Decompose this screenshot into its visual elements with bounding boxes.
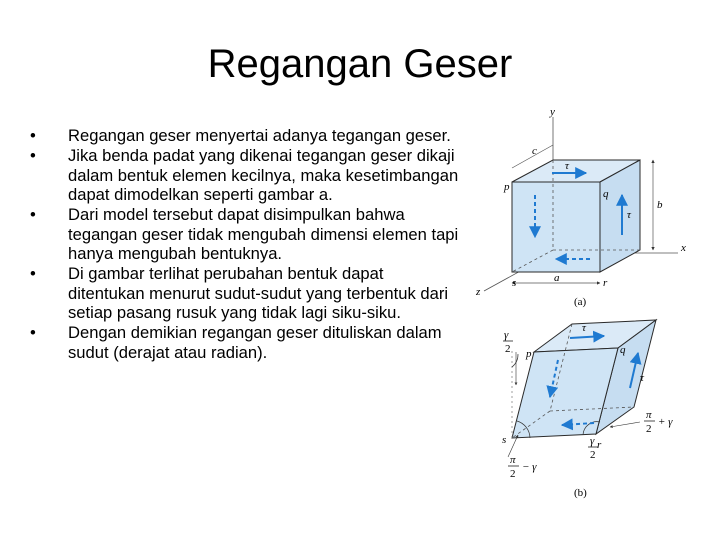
label-two-bottom: 2 — [590, 449, 596, 461]
bullet-text: Di gambar terlihat perubahan bentuk dapat ditentukan menurut sudut-sudut yang terbentuk dari setiap pasang rusuk yang tidak lagi siku-siku. — [68, 264, 449, 322]
shear-strain-diagram — [470, 105, 710, 505]
label-gamma-top: γ — [504, 329, 509, 341]
label-tau-right: τ — [627, 209, 631, 221]
label-a: a — [554, 272, 560, 284]
label-p-b: p — [526, 348, 532, 360]
label-c: c — [532, 145, 537, 157]
bullet-dot: • — [30, 205, 36, 224]
figure-a-caption: (a) — [574, 296, 587, 308]
bullet-text: Dari model tersebut dapat disimpulkan bahwa tegangan geser tidak mengubah dimensi elemen tapi hanya mengubah bentuknya. — [68, 205, 459, 263]
label-r-b: r — [597, 439, 602, 451]
pointer-line — [610, 422, 640, 427]
bullet-dot: • — [30, 126, 36, 145]
bullet-list — [30, 126, 460, 363]
label-tau-top-b: τ — [582, 322, 586, 334]
label-tau-top: τ — [565, 160, 569, 172]
bullet-item — [30, 323, 460, 362]
label-pi-bottom: π — [510, 454, 516, 466]
figure-b-deformed — [502, 320, 673, 499]
label-pi-right: π — [646, 409, 652, 421]
label-gamma-bottom: γ — [590, 435, 595, 447]
figure-a-cube — [475, 106, 686, 308]
bullet-text: Jika benda padat yang dikenai tegangan geser dikaji dalam bentuk elemen kecilnya, maka kesetimbangan dapat dimodelkan seperti gambar a. — [68, 146, 459, 204]
shear-strain-figure — [470, 105, 710, 505]
bullet-dot: • — [30, 323, 36, 342]
label-p: p — [504, 181, 510, 193]
label-q-b: q — [620, 344, 626, 356]
label-b: b — [657, 199, 663, 211]
label-r: r — [603, 277, 608, 289]
label-plus-gamma: + γ — [658, 416, 673, 428]
label-q: q — [603, 188, 609, 200]
bullet-item — [30, 126, 460, 146]
label-s-b: s — [502, 434, 507, 446]
figure-b-caption: (b) — [574, 487, 587, 499]
bullet-item — [30, 146, 460, 205]
angle-arc-top — [512, 354, 518, 367]
label-two-pi-bottom: 2 — [510, 468, 516, 480]
bullet-text: Regangan geser menyertai adanya tegangan geser. — [68, 126, 451, 145]
label-x: x — [681, 242, 686, 254]
bullet-item — [30, 205, 460, 264]
label-two-top: 2 — [505, 343, 511, 355]
bullet-item — [30, 264, 460, 323]
bullet-text: Dengan demikian regangan geser dituliskan dalam sudut (derajat atau radian). — [68, 323, 442, 362]
bullet-dot: • — [30, 146, 36, 165]
label-two-right: 2 — [646, 423, 652, 435]
label-minus-gamma: − γ — [522, 461, 537, 473]
slide-title: Regangan Geser — [207, 42, 513, 86]
label-y: y — [550, 106, 555, 118]
bullet-dot: • — [30, 264, 36, 283]
label-z: z — [476, 286, 481, 298]
label-tau-right-b: τ — [640, 372, 644, 384]
label-s: s — [512, 277, 517, 289]
